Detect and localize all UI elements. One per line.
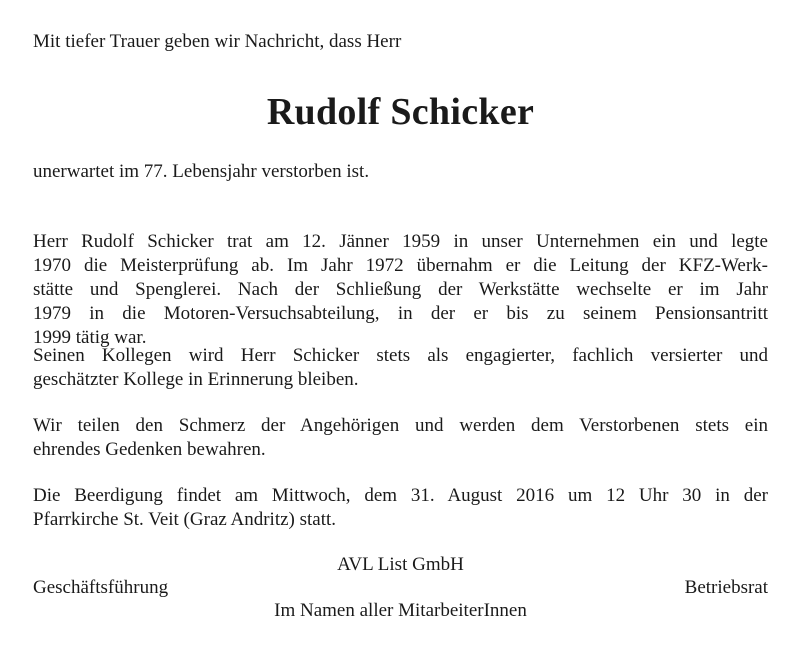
signature-left: Geschäftsführung — [33, 577, 169, 598]
company-name: AVL List GmbH — [337, 554, 464, 575]
death-notice — [33, 0, 768, 653]
paragraph-line: geschätzter Kollege in Erinnerung bleiben. — [33, 369, 359, 390]
paragraph-line: Die Beerdigung findet am Mittwoch, dem 31. August 2016 um 12 Uhr 30 in der — [33, 485, 768, 506]
paragraph-funeral — [33, 484, 768, 532]
signature-bottom: Im Namen aller MitarbeiterInnen — [274, 600, 527, 621]
paragraph-line: ehrendes Gedenken bewahren. — [33, 439, 266, 460]
paragraph-line: stätte und Spenglerei. Nach der Schließung der Werkstätte wechselte er im Jahr — [33, 279, 768, 300]
paragraph-line: 1979 in die Motoren-Versuchsabteilung, in der er bis zu seinem Pensionsantritt — [33, 303, 768, 324]
paragraph-line: 1970 die Meisterprüfung ab. Im Jahr 1972 übernahm er die Leitung der KFZ-Werk- — [33, 255, 768, 276]
paragraph-line: Pfarrkirche St. Veit (Graz Andritz) statt. — [33, 509, 337, 530]
intro-text: Mit tiefer Trauer geben wir Nachricht, dass Herr — [33, 31, 402, 52]
paragraph-line: Seinen Kollegen wird Herr Schicker stets als engagierter, fachlich versierter und — [33, 345, 768, 366]
paragraph-colleagues — [33, 344, 768, 392]
after-name-text: unerwartet im 77. Lebensjahr verstorben ist. — [33, 161, 370, 182]
deceased-name: Rudolf Schicker — [266, 91, 535, 133]
paragraph-condolence — [33, 414, 768, 462]
paragraph-line: Wir teilen den Schmerz der Angehörigen und werden dem Verstorbenen stets ein — [33, 415, 768, 436]
paragraph-line: Herr Rudolf Schicker trat am 12. Jänner 1959 in unser Unternehmen ein und legte — [33, 231, 768, 252]
signature-right: Betriebsrat — [684, 577, 768, 598]
paragraph-career — [33, 230, 768, 350]
paragraph-line: 1999 tätig war. — [33, 327, 147, 348]
